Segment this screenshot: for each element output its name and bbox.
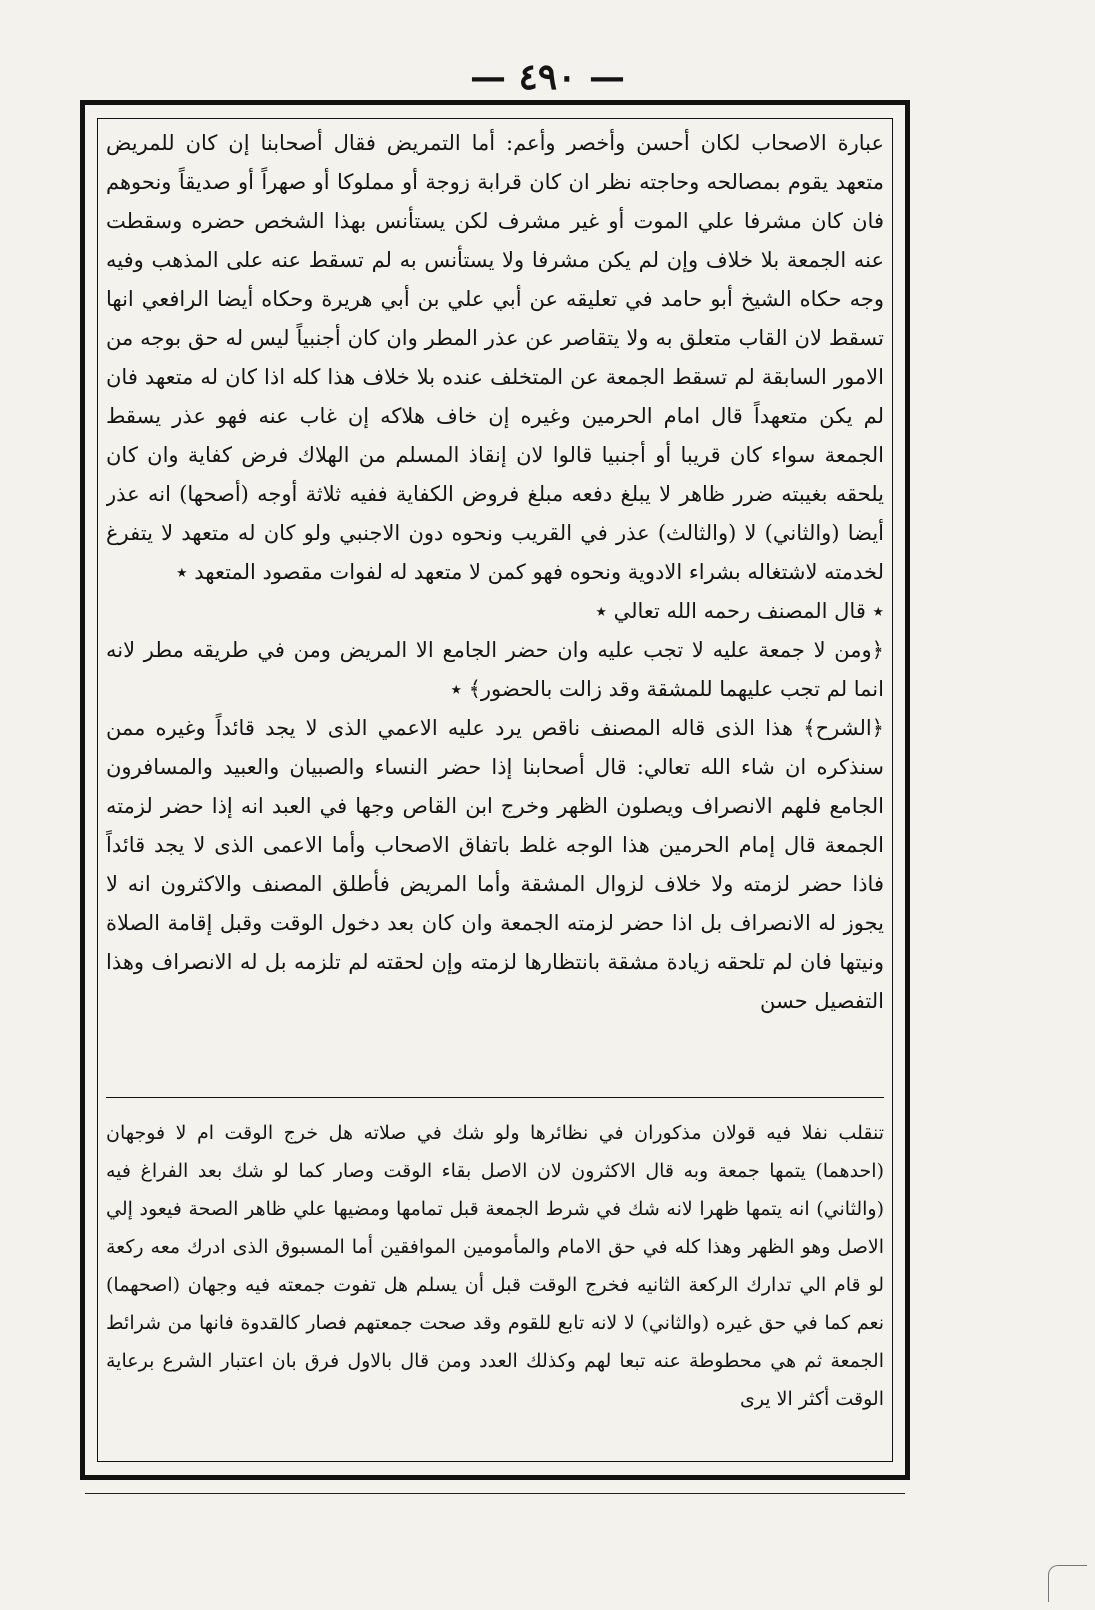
page-number: — ٤٩٠ —	[469, 56, 626, 98]
author-heading: ٭ قال المصنف رحمه الله تعالي ٭	[595, 599, 884, 623]
matn-quote: ﴿ومن لا جمعة عليه لا تجب عليه وان حضر الجامع الا المريض ومن في طريقه مطر لانه انما لم تجب عليهما للمشقة وقد زالت بالحضور﴾ ٭	[106, 638, 884, 701]
footnote-paragraph: تنقلب نفلا فيه قولان مذكوران في نظائرها ولو شك في صلاته هل خرج الوقت ام لا فوجهان (احدهما) يتمها جمعة وبه قال الاكثرون لان الاصل بقاء الوقت وصار كما لو شك بعد الفراغ فيه (والثاني) انه يتمها ظهرا لانه شك في شرط الجمعة قبل تمامها ومضيها علي ظاهر الصحة فيعود إلي الاصل وهو الظهر وهذا كله في حق الامام والمأمومين الموافقين أما المسبوق الذى ادرك معه ركعة لو قام الي تدارك الركعة الثانيه فخرج الوقت قبل أن يسلم هل تفوت جمعته فيه وجهان (اصحهما) نعم كما في حق غيره (والثاني) لا لانه تابع للقوم وقد صحت جمعتهم فصار كالقدوة فانها من شرائط الجمعة ثم هي محطوطة عنه تبعا لهم وكذلك العدد ومن قال بالاول فرق بان اعتبار الشرع برعاية الوقت أكثر الا يرى	[106, 1122, 884, 1410]
footnote-body	[106, 1114, 884, 1450]
commentary-paragraph: عبارة الاصحاب لكان أحسن وأخصر وأعم: أما التمريض فقال أصحابنا إن كان للمريض متعهد يقوم بمصالحه وحاجته نظر ان كان قرابة زوجة أو مملوكا أو صهراً أو صديقاً ونحوهم فان كان مشرفا علي الموت أو غير مشرف لكن يستأنس بهذا الشخص حضره وسقطت عنه الجمعة بلا خلاف وإن لم يكن مشرفا ولا يستأنس به لم تسقط عنه على المذهب وفيه وجه حكاه الشيخ أبو حامد في تعليقه عن أبي علي بن أبي هريرة وحكاه أيضا الرافعي انها تسقط لان القاب متعلق به ولا يتقاصر عن عذر المطر وان كان أجنبياً ليس له حق بوجه من الامور السابقة لم تسقط الجمعة عن المتخلف عنده بلا خلاف هذا كله اذا كان له متعهد فان لم يكن متعهداً قال امام الحرمين وغيره إن خاف هلاكه إن غاب عنه فهو عذر يسقط الجمعة سواء كان قريبا أو أجنبيا قالوا لان إنقاذ المسلم من الهلاك فرض كفاية وان كان يلحقه بغيبته ضرر ظاهر لا يبلغ دفعه مبلغ فروض الكفاية ففيه ثلاثة أوجه (أصحها) انه عذر أيضا (والثاني) لا (والثالث) عذر في القريب ونحوه دون الاجنبي ولو كان له متعهد لا يتفرغ لخدمته لاشتغاله بشراء الادوية ونحوه فهو كمن لا متعهد له لفوات مقصود المتعهد ٭	[106, 131, 884, 584]
sharh-paragraph: ﴿الشرح﴾ هذا الذى قاله المصنف ناقص يرد عليه الاعمي الذى لا يجد قائداً وغيره ممن سنذكره ان شاء الله تعالي: قال أصحابنا إذا حضر النساء والصبيان والعبيد والمسافرون الجامع فلهم الانصراف ويصلون الظهر وخرج ابن القاص وجها في العبد انه إذا حضر لزمته الجمعة قال إمام الحرمين هذا الوجه غلط باتفاق الاصحاب وأما الاعمى الذى لا يجد قائداً فاذا حضر لزمته ولا خلاف لزوال المشقة وأما المريض فأطلق المصنف والاكثرون انه لا يجوز له الانصراف بل اذا حضر لزمته الجمعة وان كان بعد دخول الوقت وقبل إقامة الصلاة ونيتها فان لم تلحقه زيادة مشقة بانتظارها لزمته وإن لحقته لم تلزمه بل له الانصراف وهذا التفصيل حسن	[106, 716, 884, 1013]
bottom-rule	[85, 1493, 905, 1494]
main-text-body	[106, 124, 884, 1084]
page-corner-mark	[1048, 1565, 1087, 1602]
footnote-separator	[106, 1097, 884, 1098]
